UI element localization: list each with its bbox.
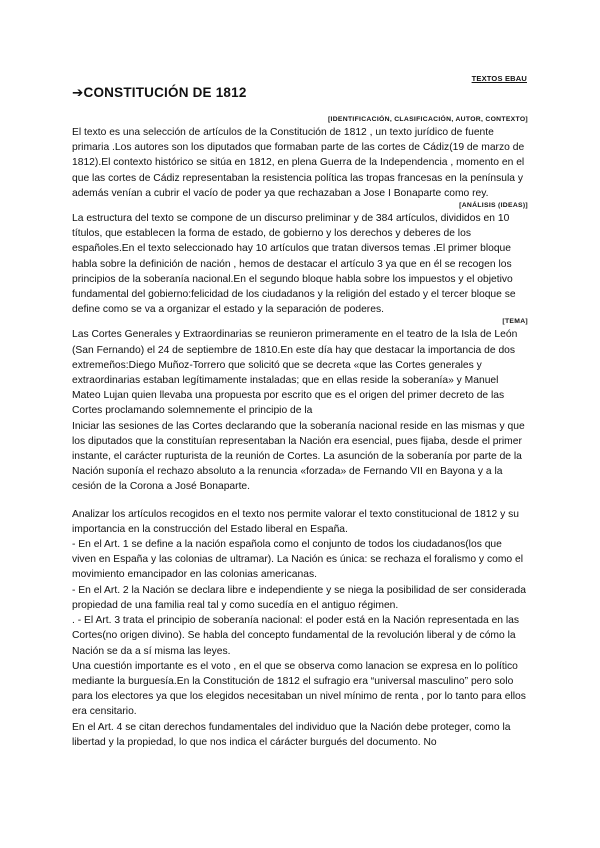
paragraph-identificacion: El texto es una selección de artículos de la Constitución de 1812 , un texto jurídico de fuente primaria .Los autores son los diputados que formaban parte de las cortes de Cádiz(19 de marzo de 1812).El contexto histórico se sitúa en 1812, en plena Guerra de la Independencia , momento en el que las cortes de Cádiz representaban la resistencia política las tropas francesas en la península y además venían a cubrir el vacío de poder ya que rechazaban a Jose I Bonaparte como rey.: [72, 127, 525, 199]
paragraph-art-4: En el Art. 4 se citan derechos fundamentales del individuo que la Nación debe proteger, como la libertad y la propiedad, lo que nos indica el cárácter burgués del documento. No: [72, 721, 511, 748]
paragraph-analizar: Analizar los artículos recogidos en el texto nos permite valorar el texto constitucional de 1812 y su importancia en la construcción del Estado liberal en España.: [72, 508, 520, 535]
paragraph-art-3: . - El Art. 3 trata el principio de soberanía nacional: el poder está en la Nación representada en las Cortes(no origen divino). Se habla del concepto fundamental de la revolución liberal y de cómo la Nación se da a sí misma las leyes.: [72, 615, 520, 657]
document-title: ➔CONSTITUCIÓN DE 1812: [72, 85, 247, 100]
section-tag-identificacion: [IDENTIFICACIÓN, CLASIFICACIÓN, AUTOR, CONTEXTO]: [327, 116, 528, 123]
paragraph-gap: [72, 495, 528, 507]
paragraph-analisis: La estructura del texto se compone de un discurso preliminar y de 384 artículos, divididos en 10 títulos, que establecen la forma de estado, de gobierno y los derechos y deberes de los españoles.En el texto seleccionado hay 10 artículos que tratan diversos temas .El primer bloque habla sobre la definición de nación , hemos de destacar el artículo 3 ya que en él se recogen los principios de la soberanía nacional.En el segundo bloque habla sobre los impuestos y el objetivo fundamental del gobierno:felicidad de los ciudadanos y la religión del estado y el tercer bloque se define como se va a organizar el estado y la separación de poderes.: [72, 213, 516, 316]
section-tag-analisis: [ANÁLISIS (IDEAS)]: [459, 202, 528, 210]
paragraph-art-1: - En el Art. 1 se define a la nación española como el conjunto de todos los ciudadanos(los que viven en España y las colonias de ultramar). La Nación es única: se rechaza el foralismo y como el movimiento emancipador en las colonias americanas.: [72, 539, 523, 581]
document-body: [72, 115, 528, 750]
paragraph-tema-1: Las Cortes Generales y Extraordinarias se reunieron primeramente en el teatro de la Isla de León (San Fernando) el 24 de septiembre de 1810.En este día hay que destacar la importancia de dos extremeños:Diego Muñoz-Torrero que solicitó que se decreta «que las Cortes generales y extraordinarias estaban legítimamente instaladas; que en ellas reside la soberanía» y Manuel Mateo Lujan quien llevaba una propuesta por escrito que es el origen del primer decreto de las Cortes proclamando solemnemente el principio de la: [72, 329, 518, 417]
paragraph-art-2: - En el Art. 2 la Nación se declara libre e independiente y se niega la posibilidad de ser considerada propiedad de una familia real tal y como sucedía en el antiguo régimen.: [72, 584, 526, 611]
section-tag-tema: [TEMA]: [502, 318, 528, 326]
paragraph-voto: Una cuestión importante es el voto , en el que se observa como lanacion se expresa en lo político mediante la burguesía.En la Constitución de 1812 el sufragio era “universal masculino” pero solo para los electores ya que los elegidos necesitaban un nivel mínimo de renta , por lo tanto para ellos era censitario.: [72, 660, 526, 718]
paragraph-tema-2: Iniciar las sesiones de las Cortes declarando que la soberanía nacional reside en las mismas y que los diputados que la constituían representaban la Nación era esencial, pues fijaba, desde el primer instante, el carácter rupturista de la reunión de Cortes. La asunción de la soberanía por parte de la Nación suponía el rechazo absoluto a la renuncia «forzada» de Fernando VII en Bayona y a la cesión de la Corona a José Bonaparte.: [72, 420, 525, 493]
header-tag: TEXTOS EBAU: [471, 74, 527, 83]
